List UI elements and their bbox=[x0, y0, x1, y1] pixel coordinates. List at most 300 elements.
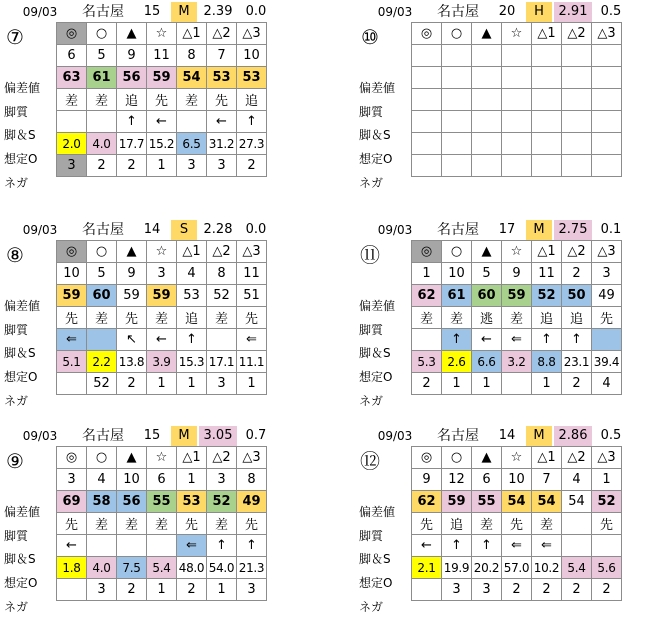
deviation-cell: 53 bbox=[237, 67, 267, 89]
odds-row bbox=[57, 133, 267, 155]
leg-cell bbox=[87, 329, 117, 351]
horse-number-cell: 11 bbox=[147, 45, 177, 67]
nega-cell: 2 bbox=[87, 155, 117, 177]
deviation-cell: 59 bbox=[117, 285, 147, 307]
leg-row bbox=[57, 535, 267, 557]
pace-value: 3.05 bbox=[199, 426, 237, 446]
row-label-nega: ネガ bbox=[4, 394, 29, 408]
race-panel-10 bbox=[359, 2, 660, 202]
leg-cell: ↑ bbox=[177, 329, 207, 351]
mark-cell: ○ bbox=[442, 23, 472, 45]
deviation-cell: 62 bbox=[412, 491, 442, 513]
nega-row bbox=[412, 373, 622, 395]
row-label-style: 脚質 bbox=[4, 105, 29, 119]
nega-cell bbox=[472, 155, 502, 177]
odds-cell: 23.1 bbox=[562, 351, 592, 373]
deviation-cell: 52 bbox=[532, 285, 562, 307]
odds-cell: 21.3 bbox=[237, 557, 267, 579]
deviation-cell bbox=[412, 67, 442, 89]
odds-cell: 5.4 bbox=[562, 557, 592, 579]
odds-cell: 5.1 bbox=[57, 351, 87, 373]
horse-number-cell bbox=[472, 45, 502, 67]
race-venue: 名古屋 bbox=[82, 428, 124, 444]
race-panel-9 bbox=[4, 426, 329, 626]
horse-number-row bbox=[57, 469, 267, 491]
leg-cell: ← bbox=[57, 535, 87, 557]
nega-cell: 1 bbox=[147, 155, 177, 177]
odds-cell: 13.8 bbox=[117, 351, 147, 373]
nega-cell: 2 bbox=[562, 373, 592, 395]
row-label-odds: 想定O bbox=[4, 370, 38, 384]
odds-cell: 2.0 bbox=[57, 133, 87, 155]
marks-row bbox=[57, 241, 267, 263]
row-label-nega: ネガ bbox=[4, 176, 29, 190]
leg-cell: ↑ bbox=[237, 535, 267, 557]
odds-cell: 3.2 bbox=[502, 351, 532, 373]
leg-cell: ↑ bbox=[207, 535, 237, 557]
leg-row bbox=[57, 329, 267, 351]
style-cell: 先 bbox=[117, 307, 147, 329]
odds-cell: 19.9 bbox=[442, 557, 472, 579]
mark-cell: △2 bbox=[207, 241, 237, 263]
leg-cell: ↑ bbox=[442, 535, 472, 557]
deviation-cell: 53 bbox=[177, 285, 207, 307]
race-number: ⑦ bbox=[6, 25, 24, 49]
nega-cell: 2 bbox=[117, 579, 147, 601]
race-panel-12 bbox=[359, 426, 660, 626]
mark-cell: △3 bbox=[237, 447, 267, 469]
horse-number-cell: 4 bbox=[177, 263, 207, 285]
race-panel-7 bbox=[4, 2, 329, 202]
leg-row bbox=[412, 535, 622, 557]
horse-number-cell: 3 bbox=[57, 469, 87, 491]
style-cell bbox=[442, 89, 472, 111]
deviation-row bbox=[412, 491, 622, 513]
deviation-cell: 69 bbox=[57, 491, 87, 513]
marks-row bbox=[57, 23, 267, 45]
horse-number-cell: 9 bbox=[502, 263, 532, 285]
horse-number-cell bbox=[442, 45, 472, 67]
mark-cell: △1 bbox=[532, 23, 562, 45]
style-cell: 先 bbox=[502, 513, 532, 535]
race-runners: 14 bbox=[498, 428, 516, 443]
style-row bbox=[57, 513, 267, 535]
mark-cell: △2 bbox=[562, 241, 592, 263]
odds-cell: 5.3 bbox=[412, 351, 442, 373]
odds-cell: 2.1 bbox=[412, 557, 442, 579]
leg-cell: ← bbox=[412, 535, 442, 557]
horse-number-row bbox=[412, 263, 622, 285]
prediction-table bbox=[56, 22, 267, 177]
style-cell: 差 bbox=[207, 307, 237, 329]
pace-badge: S bbox=[171, 220, 197, 240]
leg-cell: ⇐ bbox=[502, 535, 532, 557]
deviation-cell bbox=[532, 67, 562, 89]
leg-cell bbox=[592, 329, 622, 351]
style-cell bbox=[412, 89, 442, 111]
odds-cell: 4.0 bbox=[87, 557, 117, 579]
style-cell: 追 bbox=[562, 307, 592, 329]
horse-number-cell: 12 bbox=[442, 469, 472, 491]
deviation-cell: 49 bbox=[237, 491, 267, 513]
leg-cell: ← bbox=[207, 111, 237, 133]
odds-cell: 10.2 bbox=[532, 557, 562, 579]
row-label-leg: 脚＆S bbox=[359, 552, 391, 566]
nega-cell: 2 bbox=[502, 579, 532, 601]
row-label-deviation: 偏差値 bbox=[359, 299, 396, 313]
style-cell bbox=[502, 89, 532, 111]
deviation-cell: 54 bbox=[502, 491, 532, 513]
horse-number-cell: 6 bbox=[147, 469, 177, 491]
horse-number-cell: 1 bbox=[177, 469, 207, 491]
leg-cell bbox=[562, 111, 592, 133]
horse-number-row bbox=[57, 263, 267, 285]
style-cell: 追 bbox=[177, 307, 207, 329]
pace-value: 2.91 bbox=[554, 2, 592, 22]
style-cell: 先 bbox=[237, 307, 267, 329]
nega-cell: 3 bbox=[237, 579, 267, 601]
race-runners: 15 bbox=[143, 4, 161, 19]
leg-cell: ⇐ bbox=[57, 329, 87, 351]
horse-number-cell: 10 bbox=[57, 263, 87, 285]
mark-cell: ▲ bbox=[472, 447, 502, 469]
mark-cell: △2 bbox=[207, 23, 237, 45]
horse-number-cell: 5 bbox=[472, 263, 502, 285]
nega-cell: 3 bbox=[207, 373, 237, 395]
nega-row bbox=[412, 579, 622, 601]
horse-number-cell: 11 bbox=[532, 263, 562, 285]
row-label-odds: 想定O bbox=[4, 152, 38, 166]
deviation-cell: 54 bbox=[177, 67, 207, 89]
deviation-cell bbox=[442, 67, 472, 89]
style-cell: 差 bbox=[57, 89, 87, 111]
mark-cell: △2 bbox=[562, 23, 592, 45]
pace-value: 2.75 bbox=[554, 220, 592, 240]
odds-row bbox=[412, 557, 622, 579]
mark-cell: ○ bbox=[87, 23, 117, 45]
style-cell: 先 bbox=[592, 307, 622, 329]
mark-cell: △3 bbox=[592, 447, 622, 469]
nega-cell bbox=[592, 155, 622, 177]
pace-badge: H bbox=[526, 2, 552, 22]
deviation-cell: 49 bbox=[592, 285, 622, 307]
row-label-leg: 脚＆S bbox=[359, 128, 391, 142]
mark-cell: ☆ bbox=[147, 241, 177, 263]
mark-cell: △1 bbox=[532, 241, 562, 263]
horse-number-cell bbox=[502, 45, 532, 67]
odds-cell: 20.2 bbox=[472, 557, 502, 579]
prediction-table bbox=[411, 22, 622, 177]
nega-cell: 3 bbox=[57, 155, 87, 177]
style-cell bbox=[592, 89, 622, 111]
deviation-row bbox=[57, 285, 267, 307]
style-cell: 差 bbox=[532, 513, 562, 535]
row-label-leg: 脚＆S bbox=[4, 346, 36, 360]
nega-cell: 2 bbox=[177, 579, 207, 601]
row-label-odds: 想定O bbox=[359, 152, 393, 166]
leg-cell: ↑ bbox=[532, 329, 562, 351]
row-label-deviation: 偏差値 bbox=[4, 299, 41, 313]
deviation-cell bbox=[472, 67, 502, 89]
odds-row bbox=[412, 133, 622, 155]
leg-cell: ⇐ bbox=[237, 329, 267, 351]
style-cell: 差 bbox=[412, 307, 442, 329]
race-number: ⑩ bbox=[361, 25, 379, 49]
mark-cell: △3 bbox=[592, 241, 622, 263]
odds-cell bbox=[442, 133, 472, 155]
deviation-cell: 52 bbox=[207, 491, 237, 513]
deviation-cell bbox=[592, 67, 622, 89]
pace-badge: M bbox=[526, 220, 552, 240]
mark-cell: △1 bbox=[532, 447, 562, 469]
nega-row bbox=[57, 155, 267, 177]
style-cell: 追 bbox=[532, 307, 562, 329]
leg-cell: ↑ bbox=[472, 535, 502, 557]
nega-cell bbox=[412, 155, 442, 177]
odds-cell: 5.4 bbox=[147, 557, 177, 579]
race-date: 09/03 bbox=[377, 5, 413, 19]
prediction-table bbox=[56, 446, 267, 601]
style-cell: 差 bbox=[502, 307, 532, 329]
style-cell: 差 bbox=[147, 307, 177, 329]
style-cell bbox=[562, 89, 592, 111]
deviation-cell: 59 bbox=[147, 285, 177, 307]
pace-badge: M bbox=[526, 426, 552, 446]
deviation-row bbox=[412, 67, 622, 89]
horse-number-cell: 2 bbox=[562, 263, 592, 285]
marks-row bbox=[57, 447, 267, 469]
odds-cell: 4.0 bbox=[87, 133, 117, 155]
deviation-row bbox=[57, 491, 267, 513]
nega-cell: 2 bbox=[237, 155, 267, 177]
race-venue: 名古屋 bbox=[437, 222, 479, 238]
nega-cell: 52 bbox=[87, 373, 117, 395]
nega-row bbox=[412, 155, 622, 177]
deviation-cell bbox=[502, 67, 532, 89]
mark-cell: △3 bbox=[592, 23, 622, 45]
odds-cell: 8.8 bbox=[532, 351, 562, 373]
horse-number-cell bbox=[592, 45, 622, 67]
deviation-cell: 59 bbox=[147, 67, 177, 89]
nega-cell bbox=[532, 155, 562, 177]
mark-cell: ○ bbox=[87, 241, 117, 263]
leg-cell bbox=[472, 111, 502, 133]
nega-cell: 1 bbox=[207, 579, 237, 601]
mark-cell: ☆ bbox=[502, 447, 532, 469]
odds-cell: 54.0 bbox=[207, 557, 237, 579]
horse-number-cell: 5 bbox=[87, 263, 117, 285]
leg-cell: ⇐ bbox=[532, 535, 562, 557]
row-label-nega: ネガ bbox=[359, 600, 384, 614]
deviation-cell: 55 bbox=[147, 491, 177, 513]
style-cell: 先 bbox=[412, 513, 442, 535]
nega-cell: 3 bbox=[442, 579, 472, 601]
leg-cell bbox=[592, 535, 622, 557]
race-header bbox=[4, 2, 329, 22]
race-runners: 17 bbox=[498, 222, 516, 237]
race-panel-11 bbox=[359, 220, 660, 420]
nega-cell bbox=[442, 155, 472, 177]
horse-number-row bbox=[412, 45, 622, 67]
row-label-odds: 想定O bbox=[359, 576, 393, 590]
row-label-leg: 脚＆S bbox=[4, 552, 36, 566]
deviation-cell: 59 bbox=[502, 285, 532, 307]
mark-cell: ▲ bbox=[117, 241, 147, 263]
row-label-leg: 脚＆S bbox=[359, 346, 391, 360]
odds-cell: 6.5 bbox=[177, 133, 207, 155]
nega-cell bbox=[502, 155, 532, 177]
mark-cell: ☆ bbox=[147, 447, 177, 469]
row-label-leg: 脚＆S bbox=[4, 128, 36, 142]
race-venue: 名古屋 bbox=[82, 4, 124, 20]
odds-cell: 39.4 bbox=[592, 351, 622, 373]
row-label-nega: ネガ bbox=[4, 600, 29, 614]
deviation-cell: 53 bbox=[177, 491, 207, 513]
deviation-cell: 54 bbox=[562, 491, 592, 513]
style-row bbox=[57, 307, 267, 329]
pace-badge: M bbox=[171, 2, 197, 22]
horse-number-cell: 6 bbox=[472, 469, 502, 491]
odds-cell: 15.2 bbox=[147, 133, 177, 155]
deviation-cell: 60 bbox=[87, 285, 117, 307]
leg-row bbox=[412, 329, 622, 351]
pace-value: 2.28 bbox=[203, 222, 233, 237]
odds-cell: 2.2 bbox=[87, 351, 117, 373]
pace-diff: 0.5 bbox=[600, 4, 622, 19]
deviation-cell: 60 bbox=[472, 285, 502, 307]
row-label-odds: 想定O bbox=[359, 370, 393, 384]
nega-cell bbox=[57, 373, 87, 395]
mark-cell: △2 bbox=[562, 447, 592, 469]
odds-cell: 17.1 bbox=[207, 351, 237, 373]
horse-number-cell bbox=[532, 45, 562, 67]
deviation-cell: 52 bbox=[592, 491, 622, 513]
race-number: ⑨ bbox=[6, 449, 24, 473]
leg-cell bbox=[177, 111, 207, 133]
nega-row bbox=[57, 373, 267, 395]
marks-row bbox=[412, 23, 622, 45]
row-label-deviation: 偏差値 bbox=[359, 81, 396, 95]
style-cell bbox=[532, 89, 562, 111]
leg-cell: ↖ bbox=[117, 329, 147, 351]
marks-row bbox=[412, 241, 622, 263]
deviation-cell: 58 bbox=[87, 491, 117, 513]
race-date: 09/03 bbox=[22, 223, 58, 237]
mark-cell: △1 bbox=[177, 447, 207, 469]
mark-cell: △1 bbox=[177, 241, 207, 263]
style-cell: 差 bbox=[442, 307, 472, 329]
style-row bbox=[57, 89, 267, 111]
leg-cell: ⇐ bbox=[502, 329, 532, 351]
odds-cell bbox=[592, 133, 622, 155]
deviation-cell: 53 bbox=[207, 67, 237, 89]
horse-number-cell: 11 bbox=[237, 263, 267, 285]
row-label-nega: ネガ bbox=[359, 176, 384, 190]
row-label-style: 脚質 bbox=[359, 323, 384, 337]
row-label-style: 脚質 bbox=[4, 529, 29, 543]
nega-cell: 2 bbox=[117, 373, 147, 395]
odds-cell bbox=[532, 133, 562, 155]
mark-cell: ☆ bbox=[502, 23, 532, 45]
row-label-style: 脚質 bbox=[359, 529, 384, 543]
style-cell: 先 bbox=[57, 513, 87, 535]
leg-cell: ↑ bbox=[117, 111, 147, 133]
race-runners: 20 bbox=[498, 4, 516, 19]
leg-cell: ⇐ bbox=[177, 535, 207, 557]
deviation-cell: 56 bbox=[117, 67, 147, 89]
odds-cell: 1.8 bbox=[57, 557, 87, 579]
style-cell: 先 bbox=[592, 513, 622, 535]
odds-row bbox=[57, 557, 267, 579]
odds-cell: 3.9 bbox=[147, 351, 177, 373]
nega-cell: 1 bbox=[177, 373, 207, 395]
style-cell: 追 bbox=[237, 89, 267, 111]
leg-cell bbox=[87, 535, 117, 557]
mark-cell: ▲ bbox=[117, 447, 147, 469]
nega-row bbox=[57, 579, 267, 601]
pace-badge: M bbox=[171, 426, 197, 446]
nega-cell: 1 bbox=[442, 373, 472, 395]
leg-cell bbox=[502, 111, 532, 133]
leg-cell bbox=[442, 111, 472, 133]
pace-diff: 0.1 bbox=[600, 222, 622, 237]
race-runners: 14 bbox=[143, 222, 161, 237]
horse-number-cell: 1 bbox=[592, 469, 622, 491]
odds-cell: 5.6 bbox=[592, 557, 622, 579]
style-cell: 先 bbox=[207, 89, 237, 111]
leg-cell bbox=[207, 329, 237, 351]
mark-cell: ☆ bbox=[147, 23, 177, 45]
odds-cell bbox=[412, 133, 442, 155]
nega-cell: 1 bbox=[472, 373, 502, 395]
style-cell: 差 bbox=[207, 513, 237, 535]
leg-cell bbox=[87, 111, 117, 133]
odds-cell bbox=[502, 133, 532, 155]
pace-diff: 0.5 bbox=[600, 428, 622, 443]
row-label-odds: 想定O bbox=[4, 576, 38, 590]
horse-number-cell: 8 bbox=[177, 45, 207, 67]
style-cell: 先 bbox=[57, 307, 87, 329]
style-cell: 先 bbox=[147, 89, 177, 111]
horse-number-cell bbox=[412, 45, 442, 67]
deviation-cell: 62 bbox=[412, 285, 442, 307]
odds-cell: 7.5 bbox=[117, 557, 147, 579]
style-cell bbox=[562, 513, 592, 535]
mark-cell: ◎ bbox=[57, 447, 87, 469]
odds-cell bbox=[472, 133, 502, 155]
race-runners: 15 bbox=[143, 428, 161, 443]
horse-number-cell: 4 bbox=[562, 469, 592, 491]
mark-cell: ○ bbox=[442, 447, 472, 469]
leg-row bbox=[57, 111, 267, 133]
horse-number-cell: 3 bbox=[207, 469, 237, 491]
horse-number-cell: 5 bbox=[87, 45, 117, 67]
race-number: ⑧ bbox=[6, 243, 24, 267]
deviation-cell: 50 bbox=[562, 285, 592, 307]
style-row bbox=[412, 307, 622, 329]
leg-row bbox=[412, 111, 622, 133]
mark-cell: △3 bbox=[237, 23, 267, 45]
leg-cell bbox=[147, 535, 177, 557]
leg-cell: ← bbox=[472, 329, 502, 351]
nega-cell: 3 bbox=[472, 579, 502, 601]
style-cell: 差 bbox=[87, 513, 117, 535]
nega-cell bbox=[412, 579, 442, 601]
deviation-cell: 54 bbox=[532, 491, 562, 513]
race-date: 09/03 bbox=[377, 429, 413, 443]
style-cell: 差 bbox=[147, 513, 177, 535]
style-cell: 追 bbox=[442, 513, 472, 535]
